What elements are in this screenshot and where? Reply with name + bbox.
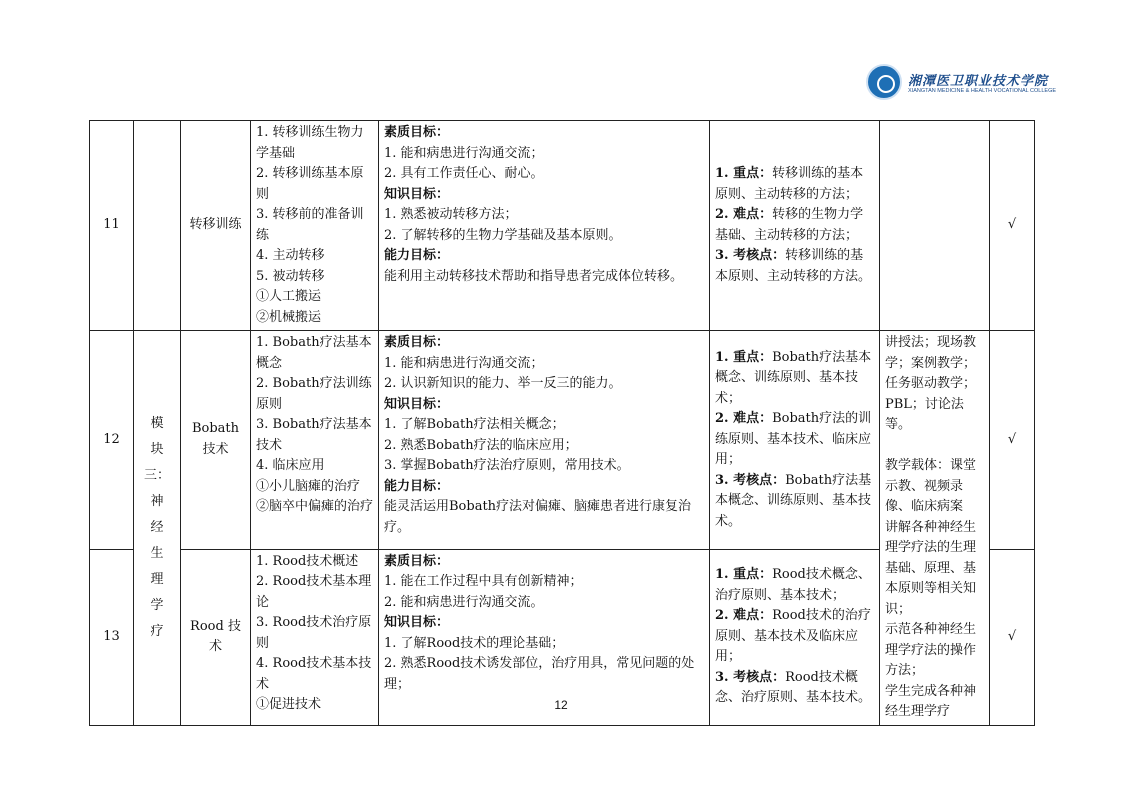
key-label: 2. 难点： <box>715 411 773 427</box>
table-row <box>90 331 1035 550</box>
method-line: 讲解各种神经生理学疗法的生理基础、原理、基本原则等相关知识； <box>885 519 977 617</box>
content-cell <box>251 121 379 331</box>
goal-line: 1. 了解Bobath疗法相关概念； <box>384 417 565 432</box>
goal-line: 2. 了解转移的生物力学基础及基本原则。 <box>384 227 622 243</box>
check-mark: √ <box>990 549 1035 725</box>
module-char: 模 <box>150 415 164 431</box>
goals-cell <box>379 121 710 331</box>
key-point <box>715 246 874 287</box>
module-char: 学 <box>150 597 164 613</box>
key-text: Bobath疗法的训练原则、基本技术、临床应用； <box>715 411 872 468</box>
key-text: 转移训练的基本原则、主动转移的方法； <box>715 166 864 202</box>
module-char: 生 <box>150 545 164 561</box>
content-line: 1. 转移训练生物力学基础 <box>256 125 364 161</box>
goal-heading: 素质目标： <box>384 335 450 350</box>
goal-line: 1. 能和病患进行沟通交流； <box>384 145 544 161</box>
college-emblem-icon <box>866 64 902 100</box>
methods-cell-empty <box>880 121 990 331</box>
goal-line: 2. 熟悉Bobath疗法的临床应用； <box>384 437 578 453</box>
method-line: 学生完成各种神经生理学疗 <box>885 683 977 719</box>
key-label: 2. 难点： <box>715 608 773 624</box>
goal-heading: 素质目标： <box>384 553 450 569</box>
module-cell-empty <box>134 121 181 331</box>
content-line: 2. Bobath疗法训练原则 <box>256 376 372 412</box>
method-line: 示范各种神经生理学疗法的操作方法； <box>885 622 977 678</box>
key-text: Rood技术概念、治疗原则、基本技术。 <box>715 669 872 706</box>
row-number: 12 <box>90 331 134 550</box>
goal-line: 1. 能在工作过程中具有创新精神； <box>384 574 583 590</box>
method-line: 教学载体：课堂示教、视频录像、临床病案 <box>885 458 977 514</box>
row-number: 11 <box>90 121 134 331</box>
table-row <box>90 121 1035 331</box>
key-point <box>715 471 874 533</box>
content-line: 5. 被动转移 <box>256 268 325 284</box>
goal-line: 2. 能和病患进行沟通交流。 <box>384 594 544 610</box>
goal-line: 2. 认识新知识的能力、举一反三的能力。 <box>384 376 622 391</box>
college-logo <box>866 64 1057 104</box>
content-line: 4. 主动转移 <box>256 248 325 263</box>
content-line: 2. 转移训练基本原则 <box>256 166 364 202</box>
method-line: 讲授法；现场教学；案例教学；任务驱动教学；PBL；讨论法等。 <box>885 335 977 432</box>
logo-english-name: XIANGTAN MEDICINE & HEALTH VOCATIONAL COLLEGE <box>908 88 1057 94</box>
content-line: 3. Bobath疗法基本技术 <box>256 417 372 453</box>
key-label: 3. 考核点： <box>715 669 786 685</box>
key-label: 1. 重点： <box>715 567 773 583</box>
key-label: 1. 重点： <box>715 166 773 181</box>
module-char: 经 <box>150 519 164 535</box>
module-char: 块 <box>150 441 164 457</box>
topic-cell: Bobath 技术 <box>181 331 251 550</box>
content-line: 3. 转移前的准备训练 <box>256 207 364 243</box>
content-line: 1. Rood技术概述 <box>256 553 359 569</box>
topic-cell: 转移训练 <box>181 121 251 331</box>
key-text: Rood技术的治疗原则、基本技术及临床应用； <box>715 608 871 665</box>
goal-line: 2. 具有工作责任心、耐心。 <box>384 166 544 181</box>
goal-heading: 素质目标： <box>384 125 450 140</box>
key-text: 转移训练的基本原则、主动转移的方法。 <box>715 248 872 284</box>
key-text: Rood技术概念、治疗原则、基本技术； <box>715 567 871 603</box>
key-point <box>715 409 874 471</box>
logo-chinese-name: 湘潭医卫职业技术学院 <box>908 74 1049 89</box>
key-point <box>715 164 874 205</box>
key-point <box>715 205 874 246</box>
goal-heading: 能力目标： <box>384 248 450 263</box>
content-line: 3. Rood技术治疗原则 <box>256 615 372 651</box>
module-char: 三： <box>143 467 170 483</box>
goal-heading: 知识目标： <box>384 615 450 631</box>
topic-cell: Rood 技术 <box>181 549 251 725</box>
check-mark: √ <box>990 121 1035 331</box>
content-line: 1. Bobath疗法基本概念 <box>256 335 372 371</box>
goal-heading: 知识目标： <box>384 186 450 202</box>
content-cell <box>251 331 379 550</box>
goal-line: 能利用主动转移技术帮助和指导患者完成体位转移。 <box>384 268 684 284</box>
key-text: Bobath疗法基本概念、训练原则、基本技术。 <box>715 472 872 529</box>
goals-cell <box>379 331 710 550</box>
key-point <box>715 348 874 410</box>
goal-line: 1. 了解Rood技术的理论基础； <box>384 635 565 651</box>
row-number: 13 <box>90 549 134 725</box>
key-points-cell <box>710 331 880 550</box>
page-number: 12 <box>554 698 568 712</box>
content-line: 4. Rood技术基本技术 <box>256 656 372 692</box>
key-point <box>715 565 874 606</box>
content-line: ②机械搬运 <box>256 309 322 325</box>
check-mark: √ <box>990 331 1035 550</box>
goal-line: 3. 掌握Bobath疗法治疗原则，常用技术。 <box>384 458 630 473</box>
content-line: 4. 临床应用 <box>256 458 325 473</box>
key-label: 1. 重点： <box>715 349 773 365</box>
key-text: Bobath疗法基本概念、训练原则、基本技术； <box>715 349 872 406</box>
content-line: ②脑卒中偏瘫的治疗 <box>256 499 374 514</box>
goal-line: 2. 熟悉Rood技术诱发部位，治疗用具，常见问题的处理； <box>384 656 695 692</box>
methods-cell <box>880 331 990 726</box>
key-label: 3. 考核点： <box>715 248 786 263</box>
content-line: ①促进技术 <box>256 697 322 713</box>
module-char: 理 <box>150 571 164 587</box>
key-label: 3. 考核点： <box>715 472 786 488</box>
key-point <box>715 606 874 668</box>
key-label: 2. 难点： <box>715 207 773 222</box>
goal-heading: 能力目标： <box>384 478 450 494</box>
content-line: ①人工搬运 <box>256 289 322 304</box>
module-cell <box>134 331 181 726</box>
content-line: ①小儿脑瘫的治疗 <box>256 478 361 494</box>
content-line: 2. Rood技术基本理论 <box>256 574 372 610</box>
goal-line: 1. 熟悉被动转移方法； <box>384 207 518 222</box>
module-char: 疗 <box>150 623 164 639</box>
goal-line: 能灵活运用Bobath疗法对偏瘫、脑瘫患者进行康复治疗。 <box>384 499 692 535</box>
module-char: 神 <box>150 493 164 509</box>
key-text: 转移的生物力学基础、主动转移的方法； <box>715 207 864 243</box>
curriculum-table <box>89 120 1035 726</box>
goal-heading: 知识目标： <box>384 396 450 412</box>
method-line <box>885 436 984 457</box>
key-points-cell <box>710 121 880 331</box>
goal-line: 1. 能和病患进行沟通交流； <box>384 355 544 371</box>
